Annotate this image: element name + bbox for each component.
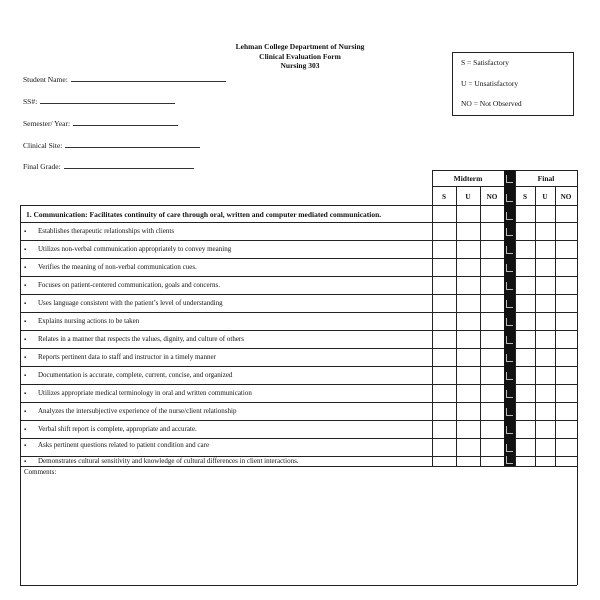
form-header (200, 42, 400, 71)
bullet-icon: ▪ (24, 337, 27, 343)
semester-year-line[interactable] (73, 118, 178, 126)
list-item: ▪ Demonstrates cultural sensitivity and knowledge of cultural differences in client interactions. (24, 457, 299, 465)
evaluation-grid (20, 170, 577, 585)
list-item: ▪ Reports pertinent data to staff and instructor in a timely manner (24, 353, 216, 361)
field-final-grade[interactable]: Final Grade: (23, 161, 194, 171)
field-student-name[interactable]: Student Name: (23, 74, 226, 84)
list-item: ▪ Uses language consistent with the patient’s level of understanding (24, 299, 223, 307)
bullet-icon: ▪ (24, 229, 27, 235)
list-item: ▪ Verifies the meaning of non-verbal communication cues. (24, 263, 197, 271)
field-semester-year[interactable]: Semester/ Year: (23, 118, 178, 128)
legend-unsatisfactory: U = Unsatisfactory (461, 79, 519, 88)
final-header: Final (537, 174, 555, 183)
list-item: ▪ Analyzes the intersubjective experience of the nurse/client relationship (24, 407, 237, 415)
bullet-icon: ▪ (24, 427, 27, 433)
bullet-icon: ▪ (24, 409, 27, 415)
clinical-site-line[interactable] (65, 140, 200, 148)
legend-satisfactory: S = Satisfactory (461, 58, 509, 67)
list-item: ▪ Utilizes non-verbal communication appropriately to convey meaning (24, 245, 232, 253)
list-item: ▪ Explains nursing actions to be taken (24, 317, 140, 325)
section-communication-title: 1. Communication: Facilitates continuity of care through oral, written and computer mediated communication. (26, 210, 382, 219)
header-course: Nursing 303 (280, 61, 320, 70)
bullet-icon: ▪ (24, 319, 27, 325)
bullet-icon: ▪ (24, 355, 27, 361)
bullet-icon: ▪ (24, 301, 27, 307)
final-grade-line[interactable] (64, 161, 194, 169)
header-form-title: Clinical Evaluation Form (259, 51, 341, 61)
ssn-line[interactable] (40, 96, 175, 104)
comments-area[interactable] (24, 468, 56, 476)
final-s-header: S (523, 193, 527, 201)
bullet-icon: ▪ (24, 459, 27, 465)
final-no-header: NO (560, 193, 572, 201)
student-name-line[interactable] (71, 74, 226, 82)
bullet-icon: ▪ (24, 443, 27, 449)
list-item: ▪ Relates in a manner that respects the values, dignity, and culture of others (24, 335, 244, 343)
midterm-no-header: NO (486, 193, 498, 201)
final-u-header: U (542, 193, 548, 201)
bullet-icon: ▪ (24, 247, 27, 253)
bullet-icon: ▪ (24, 373, 27, 379)
legend-not-observed: NO = Not Observed (461, 99, 522, 108)
midterm-header: Midterm (453, 174, 483, 183)
bullet-icon: ▪ (24, 391, 27, 397)
list-item: ▪ Verbal shift report is complete, appropriate and accurate. (24, 425, 197, 433)
bullet-icon: ▪ (24, 283, 27, 289)
list-item: ▪ Asks pertinent questions related to patient condition and care (24, 441, 210, 449)
midterm-s-header: S (442, 193, 446, 201)
list-item: ▪ Documentation is accurate, complete, current, concise, and organized (24, 371, 233, 379)
separator-column (504, 170, 515, 466)
bullet-icon: ▪ (24, 265, 27, 271)
list-item: ▪ Utilizes appropriate medical terminology in oral and written communication (24, 389, 252, 397)
field-clinical-site[interactable]: Clinical Site: (23, 140, 200, 150)
rating-legend (452, 52, 574, 116)
midterm-u-header: U (465, 193, 471, 201)
field-ssn[interactable]: SS#: (23, 96, 175, 106)
header-institution: Lehman College Department of Nursing (235, 42, 365, 51)
list-item: ▪ Establishes therapeutic relationships with clients (24, 227, 175, 235)
comments-label: Comments: (24, 468, 57, 476)
list-item: ▪ Focuses on patient-centered communication, goals and concerns. (24, 281, 220, 289)
